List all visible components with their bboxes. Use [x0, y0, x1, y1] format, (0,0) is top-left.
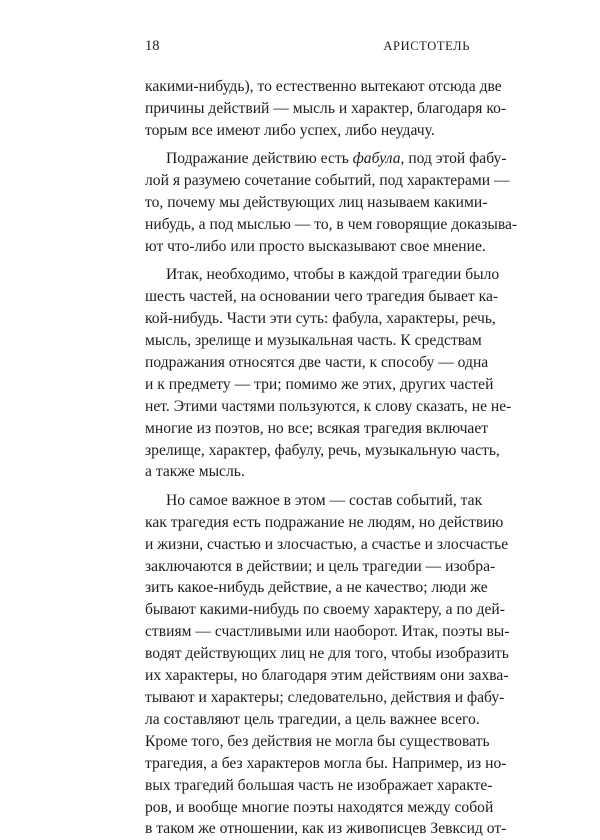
text-line: ла составляют цель трагедии, а цель важнее всего.	[145, 710, 480, 728]
running-head	[145, 38, 470, 58]
text-line	[145, 148, 507, 170]
text-line: Итак, необходимо, чтобы в каждой трагедии было	[166, 266, 500, 284]
text-line: их характеры, но благодаря этим действиям они захва-	[145, 667, 509, 685]
book-page	[145, 38, 518, 840]
text-line: трагедия, а без характеров могла бы. Например, из но-	[145, 754, 507, 772]
text-line: подражания относятся две части, к способу — одна	[145, 353, 489, 371]
text-line: лой я разумею сочетание событий, под характерами —	[145, 172, 510, 190]
text-line: какими-нибудь), то естественно вытекают отсюда две	[145, 78, 502, 95]
text-line: зить какое-нибудь действие, а не качество; люди же	[145, 579, 488, 597]
text-line: нет. Этими частями пользуются, к слову сказать, не не-	[145, 397, 512, 415]
text-line: и жизни, счастью и злосчастью, а счастье и злосчастье	[145, 535, 509, 553]
text-line: мысль, зрелище и музыкальная часть. К средствам	[145, 331, 482, 349]
text-line: а также мысль.	[145, 463, 245, 481]
text-line: заключаются в действии; и цель трагедии — изобра-	[145, 557, 496, 575]
text-fragment: Подражание действию есть	[166, 150, 353, 168]
text-line: бывают какими-нибудь по своему характеру, а по дей-	[145, 601, 505, 619]
italic-term: фабула	[352, 150, 401, 168]
text-line: то, почему мы действующих лиц называем какими-	[145, 194, 488, 212]
text-line: торым все имеют либо успех, либо неудачу.	[145, 121, 435, 139]
text-fragment: , под этой фабу-	[400, 150, 507, 168]
text-line: ют что-либо или просто высказывают свое мнение.	[145, 237, 486, 255]
text-line: ров, и вообще многие поэты находятся между собой	[145, 798, 494, 816]
text-line: зрелище, характер, фабулу, речь, музыкальную часть,	[145, 441, 500, 459]
text-line: водят действующих лиц не для того, чтобы изобразить	[145, 645, 509, 663]
text-line: кой-нибудь. Части эти суть: фабула, характеры, речь,	[145, 310, 496, 328]
text-line: Но самое важное в этом — состав событий, так	[166, 491, 483, 509]
text-line: в таком же отношении, как из живописцев Зевксид от-	[145, 820, 507, 838]
text-line: причины действий — мысль и характер, благодаря ко-	[145, 99, 507, 117]
text-line: вых трагедий большая часть не изображает характе-	[145, 776, 493, 794]
page-number: 18	[145, 38, 160, 54]
text-line: нибудь, а под мыслью — то, в чем говорящие доказыва-	[145, 215, 518, 233]
text-line: многие из поэтов, но все; всякая трагедия включает	[145, 419, 489, 437]
running-head-author: АРИСТОТЕЛЬ	[383, 39, 470, 53]
text-line: как трагедия есть подражание не людям, но действию	[145, 513, 504, 531]
text-line: и к предмету — три; помимо же этих, других частей	[145, 375, 494, 393]
text-line: шесть частей, на основании чего трагедия бывает ка-	[145, 288, 499, 306]
body-text	[145, 76, 518, 840]
text-line: тывают и характеры; следовательно, действия и фабу-	[145, 688, 505, 706]
text-line: ствиям — счастливыми или наоборот. Итак, поэты вы-	[145, 623, 510, 641]
text-line: Кроме того, без действия не могла бы существовать	[145, 732, 490, 750]
